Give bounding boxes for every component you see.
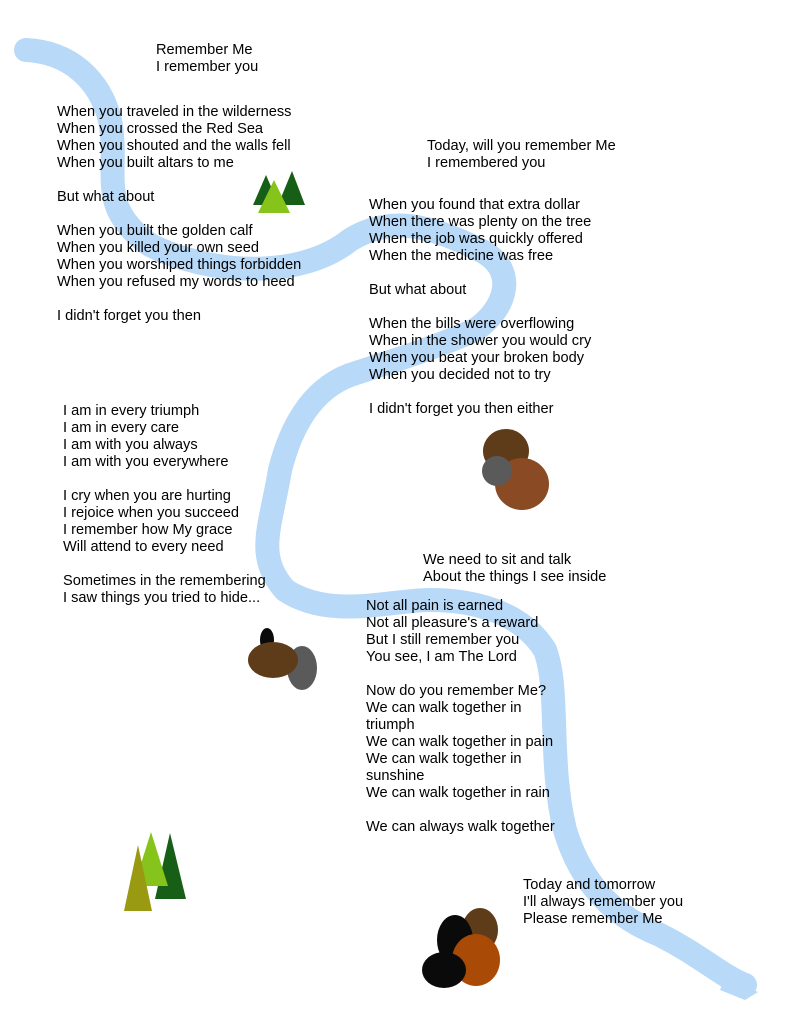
stanza-tomorrow xyxy=(523,877,683,928)
poem-line: When the medicine was free xyxy=(369,248,554,264)
stanza-gap xyxy=(57,291,301,308)
poem-line: I am in every care xyxy=(63,420,179,436)
poem-line: I remember you xyxy=(156,59,259,75)
stone-group-middle xyxy=(482,429,549,510)
poem-line: We can always walk together xyxy=(366,819,555,835)
stanza-gap xyxy=(366,666,555,683)
stanza-gap xyxy=(57,172,301,189)
poem-line: But what about xyxy=(369,282,467,298)
stanza-wilderness xyxy=(57,104,301,325)
poem-line: We can walk together in xyxy=(366,751,522,767)
poem-line: You see, I am The Lord xyxy=(366,649,517,665)
poem-line: When in the shower you would cry xyxy=(369,333,592,349)
poem-line: I am with you everywhere xyxy=(63,454,229,470)
poem-line: But I still remember you xyxy=(366,632,520,648)
stanza-dollar xyxy=(369,197,591,418)
poem-line: When you decided not to try xyxy=(369,367,551,383)
poem-line: Not all pleasure's a reward xyxy=(366,615,539,631)
poem-line: I didn't forget you then either xyxy=(369,401,554,417)
poem-line: Now do you remember Me? xyxy=(366,683,547,699)
poem-line: When you built altars to me xyxy=(57,155,234,171)
stone-icon xyxy=(482,456,512,486)
stanza-gap xyxy=(369,384,591,401)
tree-group-bottom xyxy=(124,832,186,911)
stanza-gap xyxy=(366,802,555,819)
poem-line: When you killed your own seed xyxy=(57,240,259,256)
poem-line: When the bills were overflowing xyxy=(369,316,575,332)
poem-line: When you built the golden calf xyxy=(57,223,253,239)
stanza-gap xyxy=(63,471,266,488)
poem-line: I remember how My grace xyxy=(63,522,233,538)
poem-line: Remember Me xyxy=(156,42,253,58)
stanza-today xyxy=(427,138,616,172)
poem-line: Today and tomorrow xyxy=(523,877,656,893)
poem-line: I saw things you tried to hide... xyxy=(63,590,261,606)
poem-line: I rejoice when you succeed xyxy=(63,505,240,521)
poem-line: About the things I see inside xyxy=(423,569,607,585)
poem-line: Will attend to every need xyxy=(63,539,224,555)
stanza-gap xyxy=(63,556,266,573)
stanza-lord xyxy=(366,598,555,836)
poem-line: When you worshiped things forbidden xyxy=(57,257,302,273)
stanza-talk xyxy=(423,552,606,586)
poem-line: But what about xyxy=(57,189,155,205)
poem-line: Sometimes in the remembering xyxy=(63,573,266,589)
stone-group-left xyxy=(248,628,317,690)
poem-line: I cry when you are hurting xyxy=(63,488,231,504)
poem-line: When you crossed the Red Sea xyxy=(57,121,264,137)
stone-icon xyxy=(422,952,466,988)
poem-line: I'll always remember you xyxy=(523,894,684,910)
stanza-triumph xyxy=(63,403,266,607)
stanza-gap xyxy=(369,299,591,316)
poem-line: I didn't forget you then xyxy=(57,308,201,324)
poem-line: When you beat your broken body xyxy=(369,350,584,366)
poem-line: I am in every triumph xyxy=(63,403,200,419)
poem-line: When you traveled in the wilderness xyxy=(57,104,292,120)
poem-line: triumph xyxy=(366,717,415,733)
poem-line: We can walk together in rain xyxy=(366,785,550,801)
poem-line: When there was plenty on the tree xyxy=(369,214,592,230)
stone-group-bottom xyxy=(422,908,500,988)
poem-line: We can walk together in xyxy=(366,700,522,716)
poem-line: When you refused my words to heed xyxy=(57,274,295,290)
stone-icon xyxy=(248,642,298,678)
poem-line: I am with you always xyxy=(63,437,198,453)
poem-line: Not all pain is earned xyxy=(366,598,504,614)
poem-line: We need to sit and talk xyxy=(423,552,572,568)
poem-line: I remembered you xyxy=(427,155,546,171)
poem-line: Please remember Me xyxy=(523,911,663,927)
poem-line: When the job was quickly offered xyxy=(369,231,583,247)
stanza-intro xyxy=(156,42,258,76)
poem-line: When you shouted and the walls fell xyxy=(57,138,291,154)
stanza-gap xyxy=(369,265,591,282)
poem-line: Today, will you remember Me xyxy=(427,138,616,154)
poem-line: We can walk together in pain xyxy=(366,734,554,750)
stanza-gap xyxy=(57,206,301,223)
poem-line: sunshine xyxy=(366,768,425,784)
poem-line: When you found that extra dollar xyxy=(369,197,580,213)
